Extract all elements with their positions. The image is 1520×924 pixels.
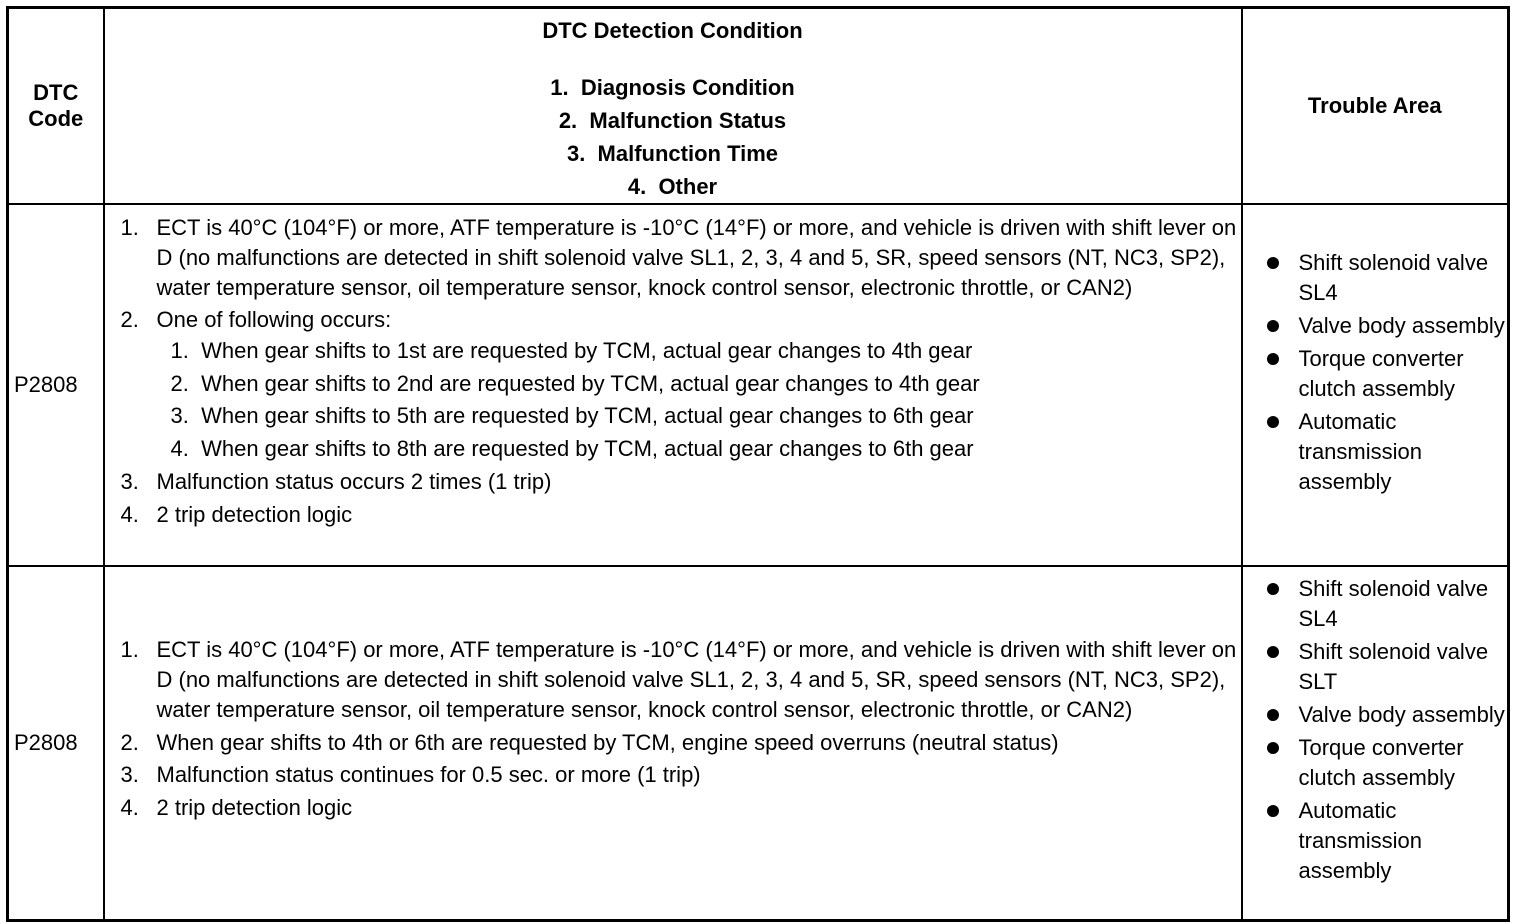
trouble-area-text: Automatic transmission assembly xyxy=(1298,798,1422,883)
sub-step-text: When gear shifts to 1st are requested by TCM, actual gear changes to 4th gear xyxy=(201,338,973,363)
step-number: 1. xyxy=(120,215,139,240)
condition-step xyxy=(121,467,1241,497)
sub-step-text: When gear shifts to 5th are requested by TCM, actual gear changes to 6th gear xyxy=(201,403,974,428)
legend-item: 4. Other xyxy=(627,174,718,199)
detection-condition-cell xyxy=(104,204,1242,566)
condition-step xyxy=(121,793,1241,823)
step-text: Malfunction status continues for 0.5 sec. or more (1 trip) xyxy=(156,762,701,787)
trouble-area-item xyxy=(1267,637,1508,697)
trouble-area-item xyxy=(1267,407,1508,497)
sub-step-text: When gear shifts to 2nd are requested by TCM, actual gear changes to 4th gear xyxy=(201,370,980,396)
trouble-area-cell xyxy=(1242,204,1509,566)
condition-step xyxy=(121,635,1241,725)
step-number: 3. xyxy=(120,469,139,494)
bullet-icon xyxy=(1267,805,1279,817)
dtc-code-cell: P2808 xyxy=(8,204,104,566)
step-text: 2 trip detection logic xyxy=(156,795,353,820)
step-text: ECT is 40°C (104°F) or more, ATF temperature is -10°C (14°F) or more, and vehicle is driven with shift lever on D (no malfunctions are detected in shift solenoid valve SL1, 2, 3, 4 and 5, SR, speed sensors (NT, NC3, SP2), water temperature sensor, oil temperature sensor, knock control sensor, electronic throttle, or CAN2) xyxy=(156,637,1237,722)
header-trouble-area: Trouble Area xyxy=(1242,8,1509,205)
sub-step-number: 2. xyxy=(170,370,189,396)
trouble-area-list xyxy=(1243,248,1508,497)
dtc-code-cell: P2808 xyxy=(8,566,104,920)
trouble-area-list xyxy=(1243,574,1508,886)
trouble-area-text: Shift solenoid valve SL4 xyxy=(1298,576,1489,631)
step-number: 4. xyxy=(120,502,139,527)
trouble-area-item xyxy=(1267,796,1508,886)
table-row xyxy=(8,204,1509,566)
step-text: ECT is 40°C (104°F) or more, ATF temperature is -10°C (14°F) or more, and vehicle is driven with shift lever on D (no malfunctions are detected in shift solenoid valve SL1, 2, 3, 4 and 5, SR, speed sensors (NT, NC3, SP2), water temperature sensor, oil temperature sensor, knock control sensor, electronic throttle, or CAN2) xyxy=(156,215,1237,300)
trouble-area-text: Valve body assembly xyxy=(1298,702,1505,727)
legend-item: 2. Malfunction Status xyxy=(558,108,787,133)
sub-step-text: When gear shifts to 8th are requested by TCM, actual gear changes to 6th gear xyxy=(201,435,974,461)
table-row xyxy=(8,566,1509,920)
trouble-area-item xyxy=(1267,344,1508,404)
trouble-area-text: Shift solenoid valve SL4 xyxy=(1298,250,1489,305)
sub-condition-step xyxy=(135,335,1241,368)
step-text: When gear shifts to 4th or 6th are requested by TCM, engine speed overruns (neutral status) xyxy=(156,730,1059,755)
bullet-icon xyxy=(1267,257,1279,269)
step-number: 4. xyxy=(120,795,139,820)
trouble-area-item xyxy=(1267,574,1508,634)
trouble-area-item xyxy=(1267,248,1508,308)
step-text: Malfunction status occurs 2 times (1 trip) xyxy=(156,469,552,494)
bullet-icon xyxy=(1267,416,1279,428)
sub-step-number: 4. xyxy=(170,435,189,461)
step-text: 2 trip detection logic xyxy=(156,502,353,527)
dtc-table xyxy=(6,6,1510,922)
bullet-icon xyxy=(1267,646,1279,658)
condition-step xyxy=(121,500,1241,530)
bullet-icon xyxy=(1267,709,1279,721)
trouble-area-item xyxy=(1267,700,1508,730)
sub-step-number: 3. xyxy=(170,403,189,428)
condition-step xyxy=(121,305,1241,465)
condition-step xyxy=(121,760,1241,790)
condition-list xyxy=(121,635,1241,823)
legend-item: 1. Diagnosis Condition xyxy=(550,75,795,100)
bullet-icon xyxy=(1267,583,1279,595)
condition-step xyxy=(121,728,1241,758)
sub-condition-step xyxy=(135,368,1241,401)
condition-step xyxy=(121,213,1241,303)
legend-item: 3. Malfunction Time xyxy=(566,141,779,166)
step-number: 1. xyxy=(120,637,139,662)
sub-step-number: 1. xyxy=(170,338,189,363)
bullet-icon xyxy=(1267,353,1279,365)
trouble-area-item xyxy=(1267,733,1508,793)
trouble-area-text: Torque converter clutch assembly xyxy=(1298,346,1464,401)
sub-condition-step xyxy=(135,400,1241,433)
sub-condition-step xyxy=(135,433,1241,466)
detection-condition-cell xyxy=(104,566,1242,920)
step-number: 3. xyxy=(120,762,139,787)
table-header-row xyxy=(8,8,1509,205)
step-text: One of following occurs: xyxy=(156,307,392,332)
trouble-area-item xyxy=(1267,311,1508,341)
detection-condition-title: DTC Detection Condition xyxy=(542,18,803,43)
trouble-area-text: Automatic transmission assembly xyxy=(1298,409,1422,494)
condition-list xyxy=(121,213,1241,530)
step-number: 2. xyxy=(120,730,139,755)
trouble-area-cell xyxy=(1242,566,1509,920)
trouble-area-text: Torque converter clutch assembly xyxy=(1298,735,1464,790)
trouble-area-text: Shift solenoid valve SLT xyxy=(1298,639,1489,694)
detection-condition-legend xyxy=(105,71,1241,203)
bullet-icon xyxy=(1267,742,1279,754)
bullet-icon xyxy=(1267,320,1279,332)
header-detection-condition xyxy=(104,8,1242,205)
sub-condition-list xyxy=(121,335,1241,465)
step-number: 2. xyxy=(120,307,139,332)
trouble-area-text: Valve body assembly xyxy=(1298,313,1505,338)
header-dtc-code: DTC Code xyxy=(8,8,104,205)
